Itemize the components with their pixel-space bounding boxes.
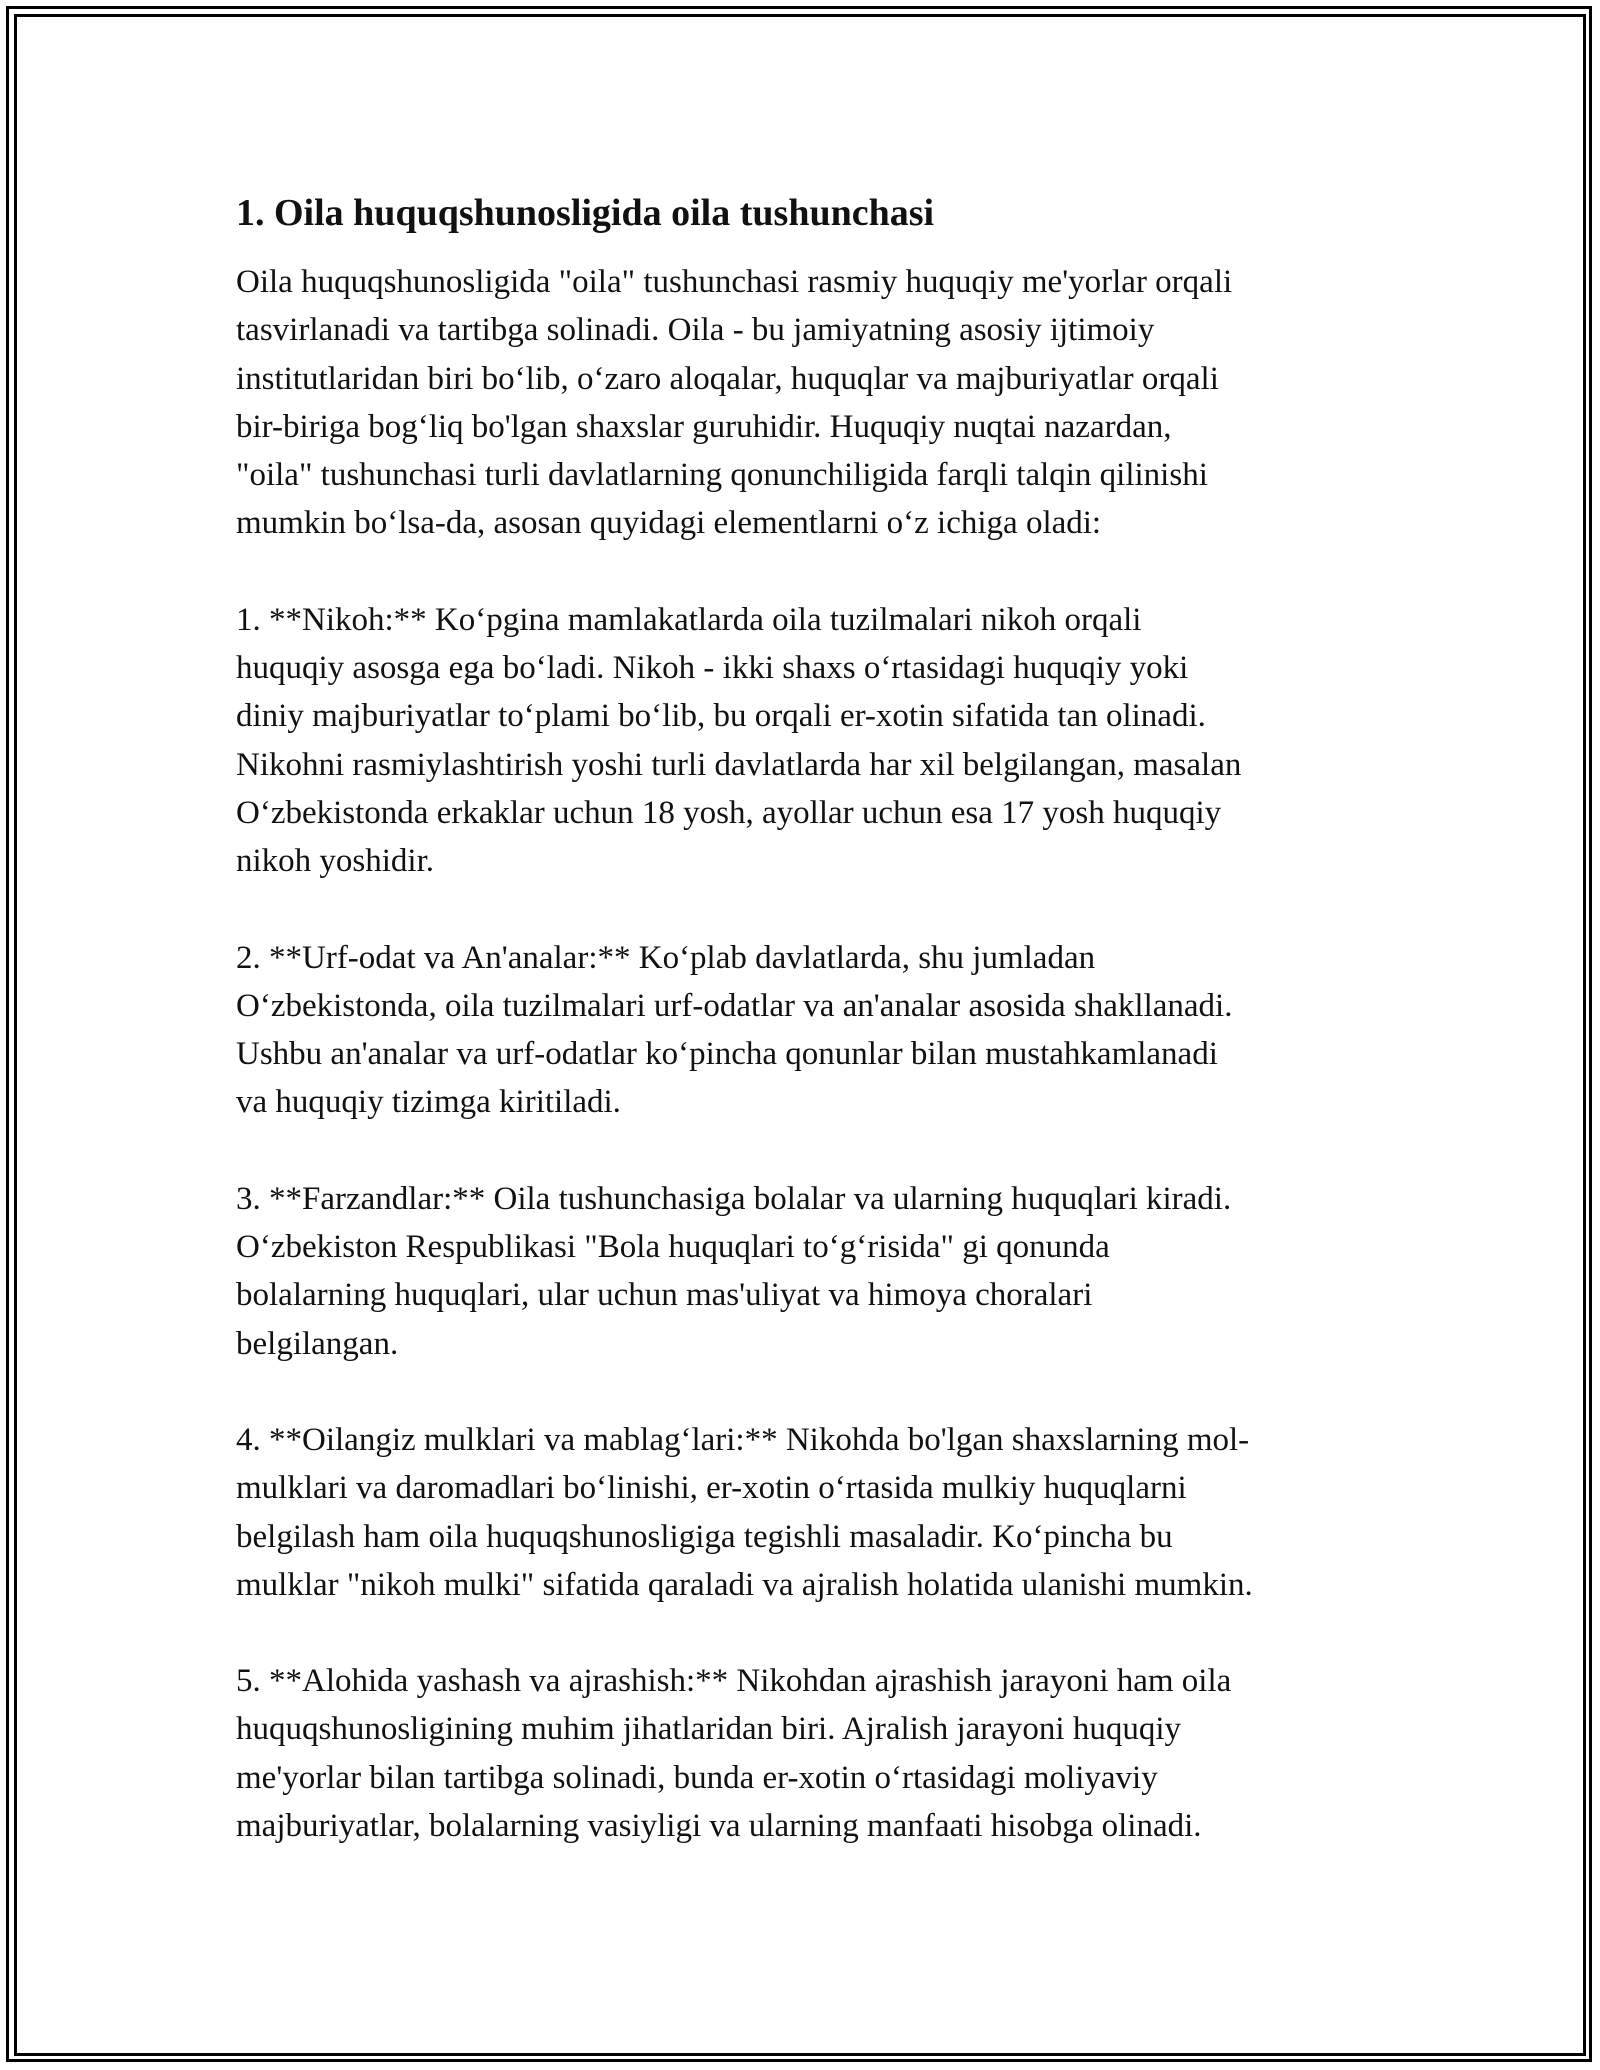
text-line: huquqshunosligining muhim jihatlaridan biri. Ajralish jarayoni huquqiy [236,1711,1181,1748]
text-line: O‘zbekistonda, oila tuzilmalari urf-odatlar va an'analar asosida shakllanadi. [236,987,1233,1024]
paragraph-2 [236,596,1396,886]
text-line: Nikohni rasmiylashtirish yoshi turli davlatlarda har xil belgilangan, masalan [236,746,1242,783]
text-line: 3. **Farzandlar:** Oila tushunchasiga bolalar va ularning huquqlari kiradi. [236,1180,1232,1217]
text-line: Oila huquqshunosligida "oila" tushunchasi rasmiy huquqiy me'yorlar orqali [236,264,1233,300]
text-line: diniy majburiyatlar to‘plami bo‘lib, bu orqali er-xotin sifatida tan olinadi. [236,698,1206,735]
text-line: tasvirlanadi va tartibga solinadi. Oila - bu jamiyatning asosiy ijtimoiy [236,312,1155,349]
text-line: bir-biriga bog‘liq bo'lgan shaxslar guruhidir. Huquqiy nuqtai nazardan, [236,408,1172,445]
document-body [236,186,1396,1898]
text-line: mulklar "nikoh mulki" sifatida qaraladi va ajralish holatida ulanishi mumkin. [236,1566,1253,1603]
text-line: belgilangan. [236,1325,399,1362]
paragraph-5 [236,1416,1396,1609]
section-heading: 1. Oila huquqshunosligida oila tushunchasi [236,192,935,234]
text-line: mulklari va daromadlari bo‘linishi, er-xotin o‘rtasida mulkiy huquqlarni [236,1470,1187,1507]
text-line: 1. **Nikoh:** Ko‘pgina mamlakatlarda oila tuzilmalari nikoh orqali [236,601,1142,638]
text-line: 5. **Alohida yashash va ajrashish:** Nikohdan ajrashish jarayoni ham oila [236,1663,1232,1700]
text-line: bolalarning huquqlari, ular uchun mas'uliyat va himoya choralari [236,1277,1093,1314]
paragraph-1 [236,258,1396,548]
text-line: me'yorlar bilan tartibga solinadi, bunda er-xotin o‘rtasidagi moliyaviy [236,1759,1158,1796]
text-line: O‘zbekistonda erkaklar uchun 18 yosh, ayollar uchun esa 17 yosh huquqiy [236,794,1222,831]
text-line: "oila" tushunchasi turli davlatlarning qonunchiligida farqli talqin qilinishi [236,457,1208,494]
text-line: va huquqiy tizimga kiritiladi. [236,1084,621,1121]
paragraph-list [236,258,1396,1850]
text-line: nikoh yoshidir. [236,843,435,880]
paragraph-3 [236,934,1396,1127]
text-line: O‘zbekiston Respublikasi "Bola huquqlari to‘g‘risida" gi qonunda [236,1229,1110,1266]
text-line: 2. **Urf-odat va An'analar:** Ko‘plab davlatlarda, shu jumladan [236,939,1096,976]
text-line: Ushbu an'analar va urf-odatlar ko‘pincha qonunlar bilan mustahkamlanadi [236,1036,1218,1073]
text-line: institutlaridan biri bo‘lib, o‘zaro aloqalar, huquqlar va majburiyatlar orqali [236,360,1219,397]
paragraph-6 [236,1657,1396,1850]
paragraph-4 [236,1175,1396,1368]
text-line: mumkin bo‘lsa-da, asosan quyidagi elementlarni o‘z ichiga oladi: [236,505,1102,542]
text-line: majburiyatlar, bolalarning vasiyligi va ularning manfaati hisobga olinadi. [236,1808,1202,1845]
text-line: 4. **Oilangiz mulklari va mablag‘lari:** Nikohda bo'lgan shaxslarning mol- [236,1421,1250,1458]
text-line: huquqiy asosga ega bo‘ladi. Nikoh - ikki shaxs o‘rtasidagi huquqiy yoki [236,650,1189,687]
text-line: belgilash ham oila huquqshunosligiga tegishli masaladir. Ko‘pincha bu [236,1518,1173,1555]
